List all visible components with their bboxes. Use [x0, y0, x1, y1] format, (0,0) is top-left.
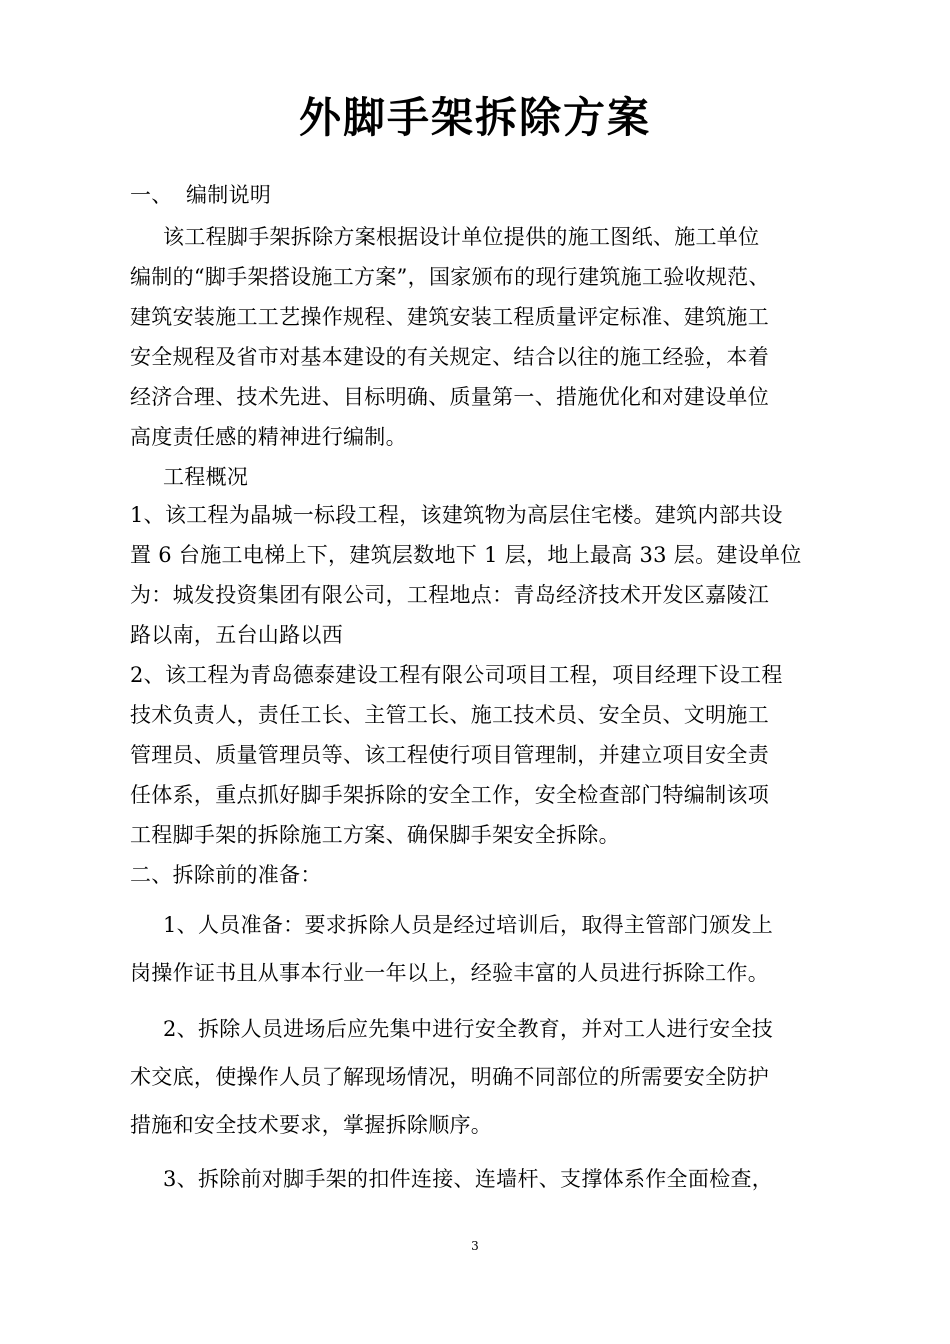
paragraph-line: 3、拆除前对脚手架的扣件连接、连墙杆、支撑体系作全面检查， [163, 1167, 774, 1191]
page-number: 3 [471, 1239, 479, 1253]
paragraph-line: 高度责任感的精神进行编制。 [130, 425, 407, 449]
paragraph-line: 安全规程及省市对基本建设的有关规定、结合以往的施工经验，本着 [130, 345, 769, 369]
section-heading-1 [130, 180, 271, 210]
paragraph-line: 为：城发投资集团有限公司，工程地点：青岛经济技术开发区嘉陵江 [130, 583, 769, 607]
section-heading-2: 二、拆除前的准备： [130, 863, 322, 887]
paragraph-line: 1、人员准备：要求拆除人员是经过培训后，取得主管部门颁发上 [163, 913, 774, 937]
paragraph-line: 建筑安装施工工艺操作规程、建筑安装工程质量评定标准、建筑施工 [130, 305, 769, 329]
paragraph-line: 岗操作证书且从事本行业一年以上，经验丰富的人员进行拆除工作。 [130, 961, 769, 985]
paragraph-line: 1、该工程为晶城一标段工程，该建筑物为高层住宅楼。建筑内部共设 [130, 503, 783, 527]
paragraph-line: 措施和安全技术要求，掌握拆除顺序。 [130, 1113, 493, 1137]
paragraph-line: 管理员、质量管理员等、该工程使行项目管理制，并建立项目安全责 [130, 743, 769, 767]
paragraph-line: 2、该工程为青岛德泰建设工程有限公司项目工程，项目经理下设工程 [130, 663, 783, 687]
paragraph-line: 编制的“脚手架搭设施工方案”，国家颁布的现行建筑施工验收规范、 [130, 265, 770, 289]
subheading: 工程概况 [163, 465, 249, 489]
paragraph-line: 术交底，使操作人员了解现场情况，明确不同部位的所需要安全防护 [130, 1065, 769, 1089]
paragraph-line: 路以南，五台山路以西 [130, 623, 343, 647]
paragraph-line: 任体系，重点抓好脚手架拆除的安全工作，安全检查部门特编制该项 [130, 783, 769, 807]
paragraph-line: 技术负责人，责任工长、主管工长、施工技术员、安全员、文明施工 [130, 703, 769, 727]
paragraph-line: 置 6 台施工电梯上下，建筑层数地下 1 层，地上最高 33 层。建设单位 [130, 543, 802, 567]
paragraph-line: 工程脚手架的拆除施工方案、确保脚手架安全拆除。 [130, 823, 620, 847]
paragraph-line: 该工程脚手架拆除方案根据设计单位提供的施工图纸、施工单位 [163, 225, 760, 249]
section-number: 一、 [130, 183, 173, 207]
paragraph-line: 经济合理、技术先进、目标明确、质量第一、措施优化和对建设单位 [130, 385, 769, 409]
document-title: 外脚手架拆除方案 [298, 93, 651, 142]
section-title: 编制说明 [186, 183, 272, 207]
paragraph-line: 2、拆除人员进场后应先集中进行安全教育，并对工人进行安全技 [163, 1017, 774, 1041]
